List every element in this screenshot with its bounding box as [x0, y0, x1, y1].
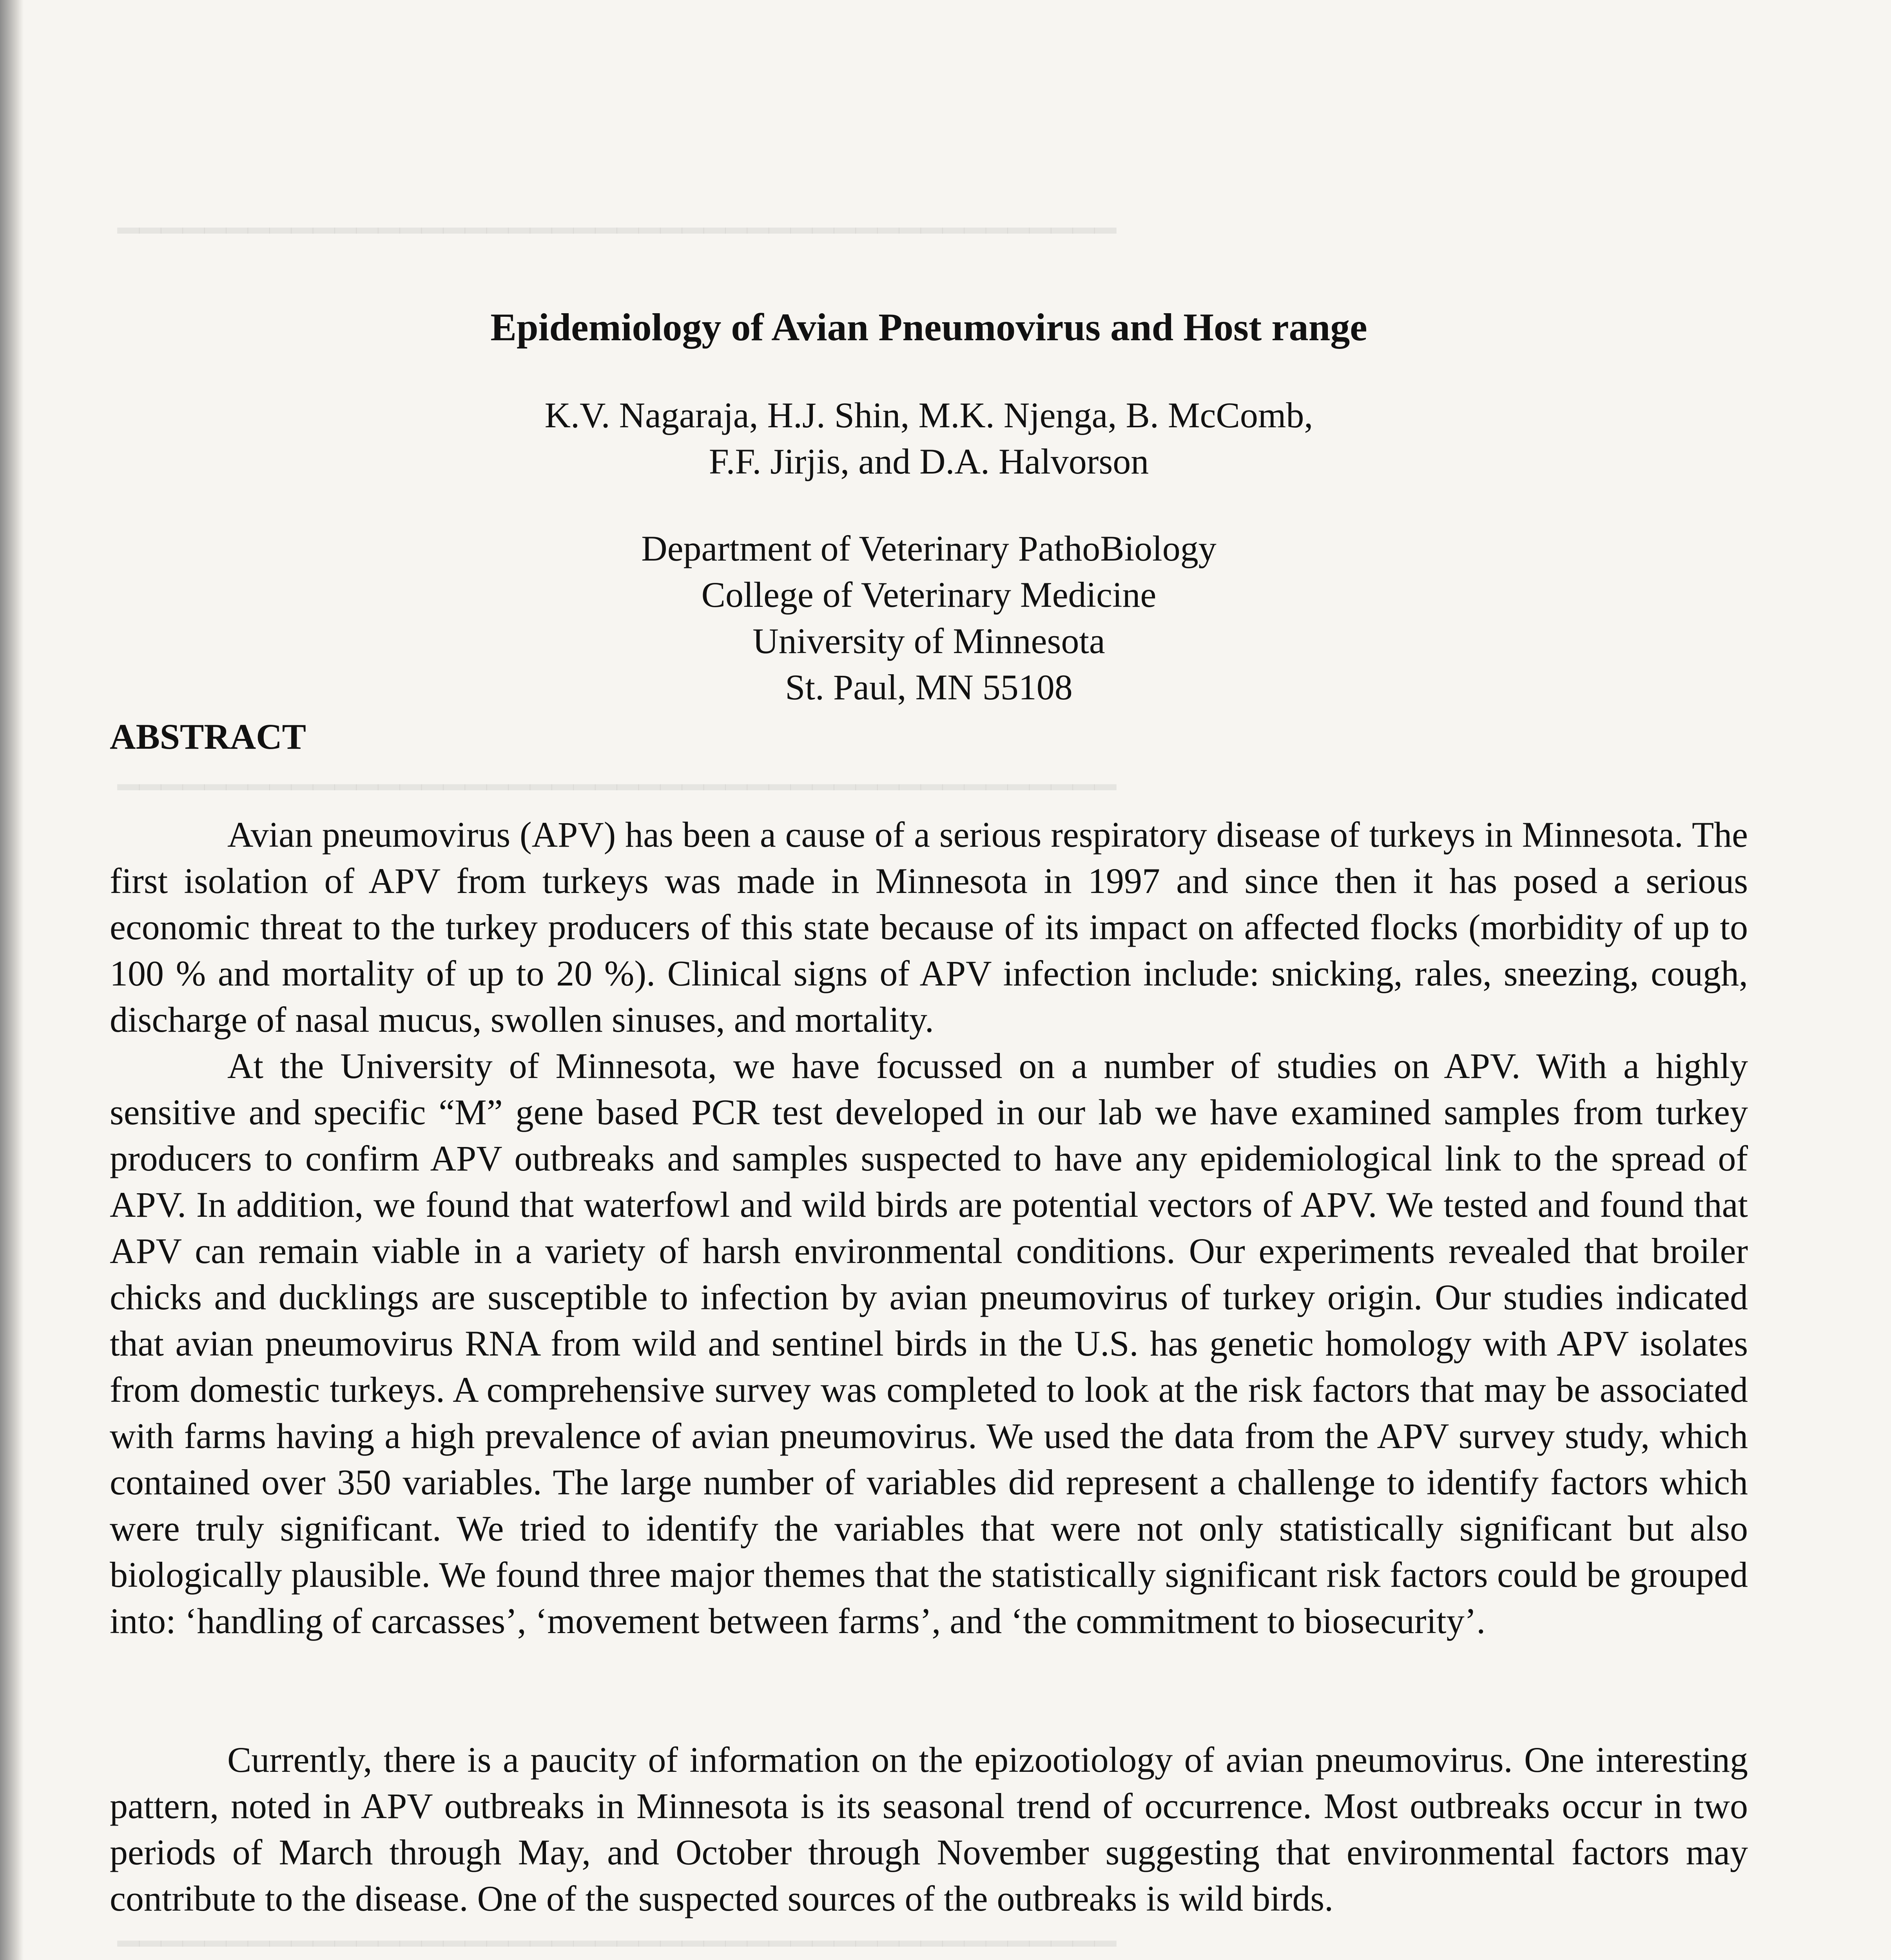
author-list [110, 392, 1748, 485]
abstract-paragraph: At the University of Minnesota, we have focussed on a number of studies on APV. With a highly sensitive and specific “M” gene based PCR test developed in our lab we have examined samples from turkey producers to confirm APV outbreaks and samples suspected to have any epidemiological link to the spread of APV. In addition, we found that waterfowl and wild birds are potential vectors of APV. We tested and found that APV can remain viable in a variety of harsh environmental conditions. Our experiments revealed that broiler chicks and ducklings are susceptible to infection by avian pneumovirus of turkey origin. Our studies indicated that avian pneumovirus RNA from wild and sentinel birds in the U.S. has genetic homology with APV isolates from domestic turkeys. A comprehensive survey was completed to look at the risk factors that may be associated with farms having a high prevalence of avian pneumovirus. We used the data from the APV survey study, which contained over 350 variables. The large number of variables did represent a challenge to identify factors which were truly significant. We tried to identify the variables that were not only statistically significant but also biologically plausible. We found three major themes that the statistically significant risk factors could be grouped into: ‘handling of carcasses’, ‘movement between farms’, and ‘the commitment to biosecurity’. [110, 1046, 1748, 1641]
bleed-through-texture: ━━━━━━━━━━━━━━━━━━━━━━━━━━━━━━━━━━━━━━━━━━━━━━ [118, 1924, 1116, 1960]
affiliation [110, 525, 1748, 710]
affiliation-line: St. Paul, MN 55108 [785, 667, 1073, 707]
scan-edge-shadow [0, 0, 24, 1960]
affiliation-line: Department of Veterinary PathoBiology [641, 528, 1217, 568]
abstract-paragraph: Avian pneumovirus (APV) has been a cause of a serious respiratory disease of turkeys in Minnesota. The first isolation of APV from turkeys was made in Minnesota in 1997 and since then it has posed a serious economic threat to the turkey producers of this state because of its impact on affected flocks (morbidity of up to 100 % and mortality of up to 20 %). Clinical signs of APV infection include: snicking, rales, sneezing, cough, discharge of nasal mucus, swollen sinuses, and mortality. [110, 815, 1748, 1040]
affiliation-line: College of Veterinary Medicine [701, 575, 1157, 615]
affiliation-line: University of Minnesota [752, 621, 1105, 661]
author-line: K.V. Nagaraja, H.J. Shin, M.K. Njenga, B. McComb, [544, 395, 1313, 435]
author-line: F.F. Jirjis, and D.A. Halvorson [709, 441, 1149, 481]
bleed-through-texture: ━━━━━━━━━━━━━━━━━━━━━━━━━━━━━━━━━━━━━━━━━━━━━━ [118, 211, 1116, 251]
abstract-heading: ABSTRACT [110, 717, 306, 757]
abstract-paragraph: Currently, there is a paucity of information on the epizootiology of avian pneumovirus. One interesting pattern, noted in APV outbreaks in Minnesota is its seasonal trend of occurrence. Most outbreaks occur in two periods of March through May, and October through November suggesting that environmental factors may contribute to the disease. One of the suspected sources of the outbreaks is wild birds. [110, 1740, 1748, 1918]
bleed-through-texture: ━━━━━━━━━━━━━━━━━━━━━━━━━━━━━━━━━━━━━━━━━━━━━━ [118, 768, 1116, 808]
paper-title: Epidemiology of Avian Pneumovirus and Host range [490, 305, 1367, 349]
